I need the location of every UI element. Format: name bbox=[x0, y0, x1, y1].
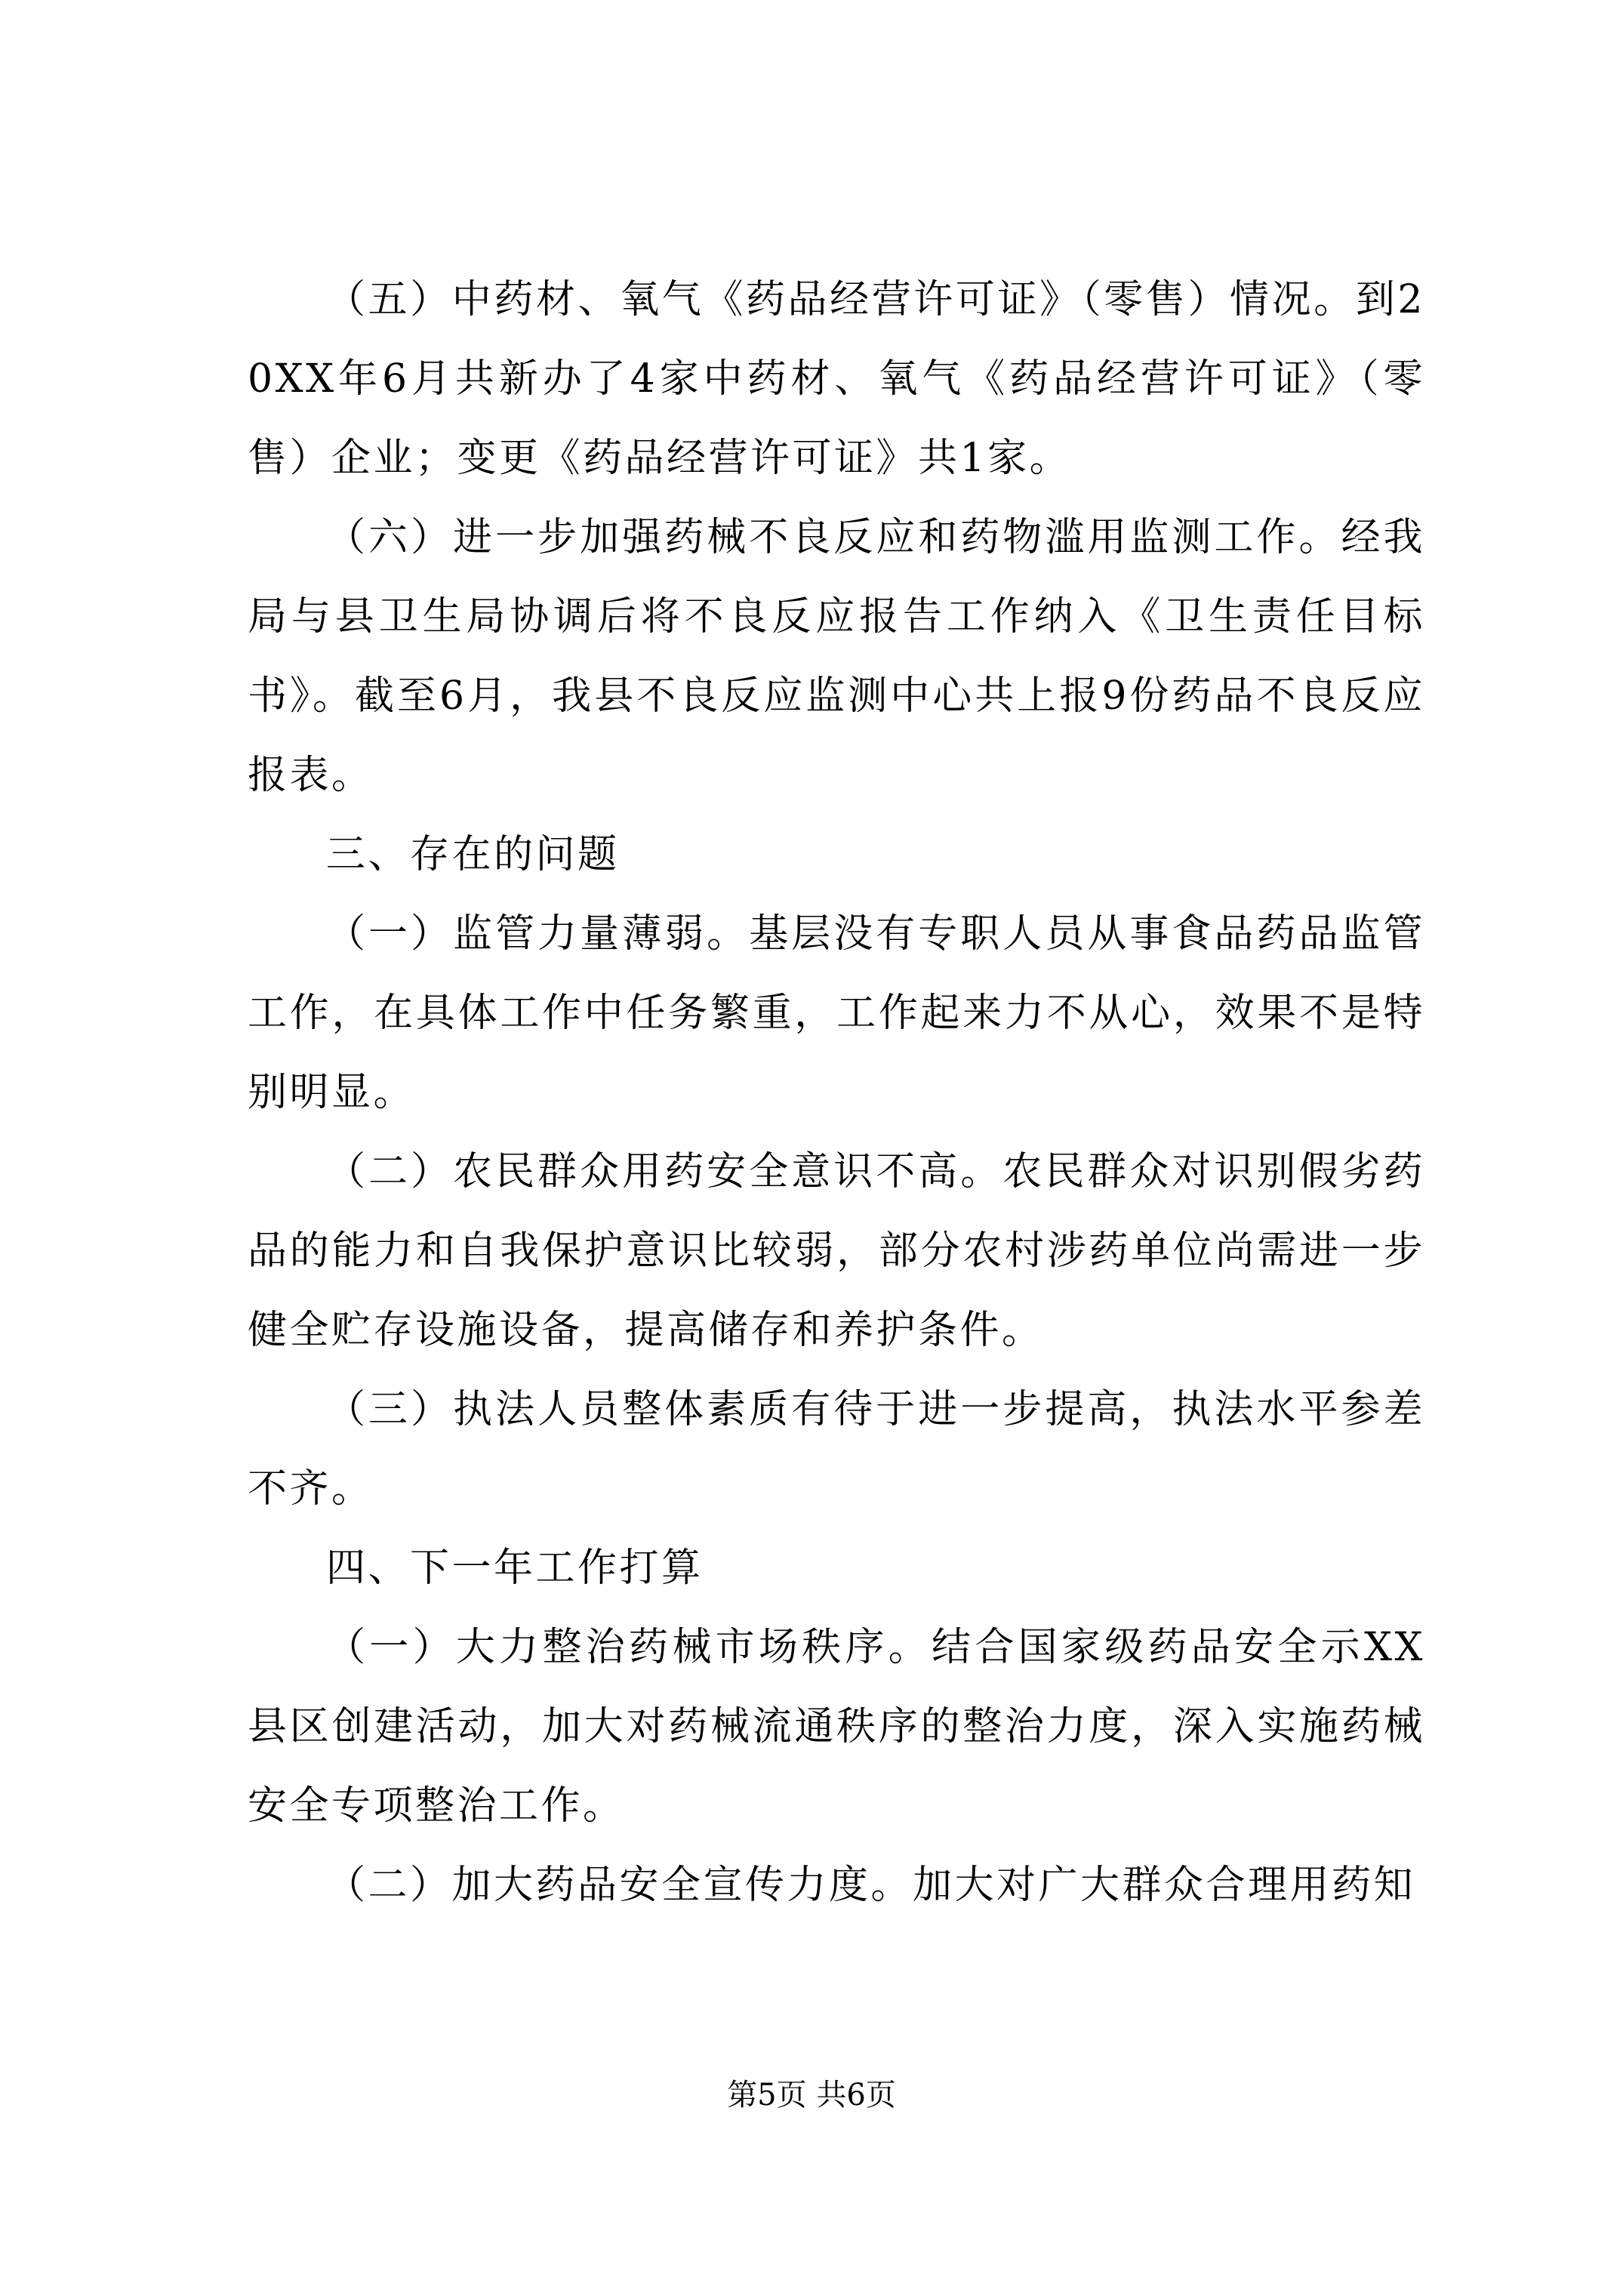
paragraph-problem-3-staff-quality: （三）执法人员整体素质有待于进一步提高，执法水平参差不齐。 bbox=[248, 1387, 1425, 1512]
paragraph-plan-2-publicity: （二）加大药品安全宣传力度。加大对广大群众合理用药知 bbox=[326, 1863, 1416, 1908]
paragraph-section-6-adverse-reaction-monitoring: （六）进一步加强药械不良反应和药物滥用监测工作。经我局与县卫生局协调后将不良反应报告工作纳入《卫生责任目标书》。截至6月，我县不良反应监测中心共上报9份药品不良反应报表。 bbox=[248, 515, 1425, 798]
paragraph-problem-2-low-awareness: （二）农民群众用药安全意识不高。农民群众对识别假劣药品的能力和自我保护意识比较弱，部分农村涉药单位尚需进一步健全贮存设施设备，提高储存和养护条件。 bbox=[248, 1149, 1425, 1353]
heading-next-year-plan: 四、下一年工作打算 bbox=[326, 1546, 704, 1591]
document-body bbox=[248, 260, 1425, 1925]
paragraph-problem-1-weak-supervision: （一）监管力量薄弱。基层没有专职人员从事食品药品监管工作，在具体工作中任务繁重，工作起来力不从心，效果不是特别明显。 bbox=[248, 911, 1425, 1115]
heading-existing-problems: 三、存在的问题 bbox=[326, 832, 620, 877]
page-number-label: 第5页 共6页 bbox=[727, 2078, 896, 2113]
page-footer bbox=[0, 2073, 1623, 2118]
paragraph-plan-1-market-order: （一）大力整治药械市场秩序。结合国家级药品安全示XX县区创建活动，加大对药械流通秩序的整治力度，深入实施药械安全专项整治工作。 bbox=[248, 1625, 1425, 1829]
paragraph-section-5-medicinal-herbs-oxygen: （五）中药材、氧气《药品经营许可证》（零售）情况。到20XX年6月共新办了4家中药材、氧气《药品经营许可证》（零售）企业；变更《药品经营许可证》共1家。 bbox=[248, 277, 1425, 481]
